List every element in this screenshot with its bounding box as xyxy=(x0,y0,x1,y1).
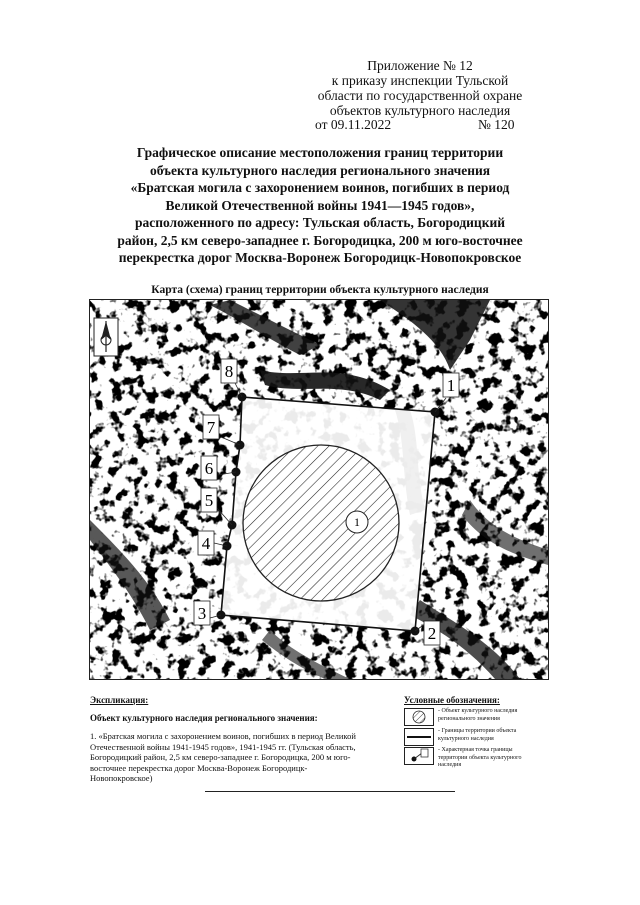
point-label-2: 2 xyxy=(427,624,437,643)
legend-item-object xyxy=(404,708,528,726)
explication-line-4: восточнее перекрестка дорог Москва-Воронеж Богородицк- xyxy=(90,762,308,773)
title-line-7: перекрестка дорог Москва-Воронеж Богородицк-Новопокровское xyxy=(118,250,522,265)
header-line-3: области по государственной охране xyxy=(317,88,523,103)
boundary-point-icon xyxy=(404,747,434,765)
legend-text-object: - Объект культурного наследия регионального значения xyxy=(438,708,518,722)
explication-line-2: Отечественной войны 1941-1945 годов», 1941-1945 гг. (Тульская область, xyxy=(90,741,356,752)
point-label-4: 4 xyxy=(201,534,211,553)
object-label: 1 xyxy=(354,515,360,529)
point-label-7: 7 xyxy=(206,418,216,437)
point-label-6: 6 xyxy=(204,459,214,478)
boundary-line-icon xyxy=(404,728,434,746)
title-line-5: расположенного по адресу: Тульская область, Богородицкий xyxy=(134,215,506,230)
legend-text-boundary: - Границы территории объекта культурного наследия xyxy=(438,728,517,742)
north-arrow-icon xyxy=(94,318,118,356)
title-line-3: «Братская могила с захоронением воинов, погибших в период xyxy=(130,180,510,195)
object-symbol-icon xyxy=(404,708,434,726)
bottom-divider xyxy=(205,791,455,792)
order-date: от 09.11.2022 xyxy=(315,117,392,132)
explication-subheading: Объект культурного наследия регионального значения: xyxy=(90,713,318,723)
point-label-5: 5 xyxy=(204,491,214,510)
explication-text xyxy=(90,731,390,784)
header-line-1: Приложение № 12 xyxy=(367,58,473,73)
object-circle xyxy=(243,445,399,601)
header-line-2: к приказу инспекции Тульской xyxy=(331,73,509,88)
title-line-4: Великой Отечественной войны 1941—1945 годов», xyxy=(165,197,475,213)
explication-line-1: 1. «Братская могила с захоронением воинов, погибших в период Великой xyxy=(90,731,356,741)
title-line-2: объекта культурного наследия регионального значения xyxy=(149,162,491,178)
legend-text-point: - Характерная точка границы территории объекта культурного наследия xyxy=(438,747,522,768)
explication-line-3: Богородицкий район, 2,5 км северо-западнее г. Богородицка, 200 м юго- xyxy=(90,752,351,762)
explication-heading: Экспликация: xyxy=(90,695,149,705)
title-line-6: район, 2,5 км северо-западнее г. Богородицка, 200 м юго-восточнее xyxy=(117,232,523,248)
map-title: Карта (схема) границ территории объекта культурного наследия xyxy=(151,284,489,296)
legend-item-boundary xyxy=(404,728,528,746)
document-title xyxy=(70,144,570,267)
point-label-3: 3 xyxy=(197,604,207,623)
legend-heading: Условные обозначения: xyxy=(404,695,500,705)
point-label-8: 8 xyxy=(224,362,234,381)
point-label-1: 1 xyxy=(446,376,456,395)
title-line-1: Графическое описание местоположения границ территории xyxy=(136,145,504,160)
boundary-map xyxy=(89,299,549,680)
legend-item-point xyxy=(404,747,528,770)
order-number: № 120 xyxy=(478,117,515,132)
explication-line-5: Новопокровское) xyxy=(90,773,153,783)
header-line-4: объектов культурного наследия xyxy=(329,103,511,118)
order-header xyxy=(300,58,540,118)
